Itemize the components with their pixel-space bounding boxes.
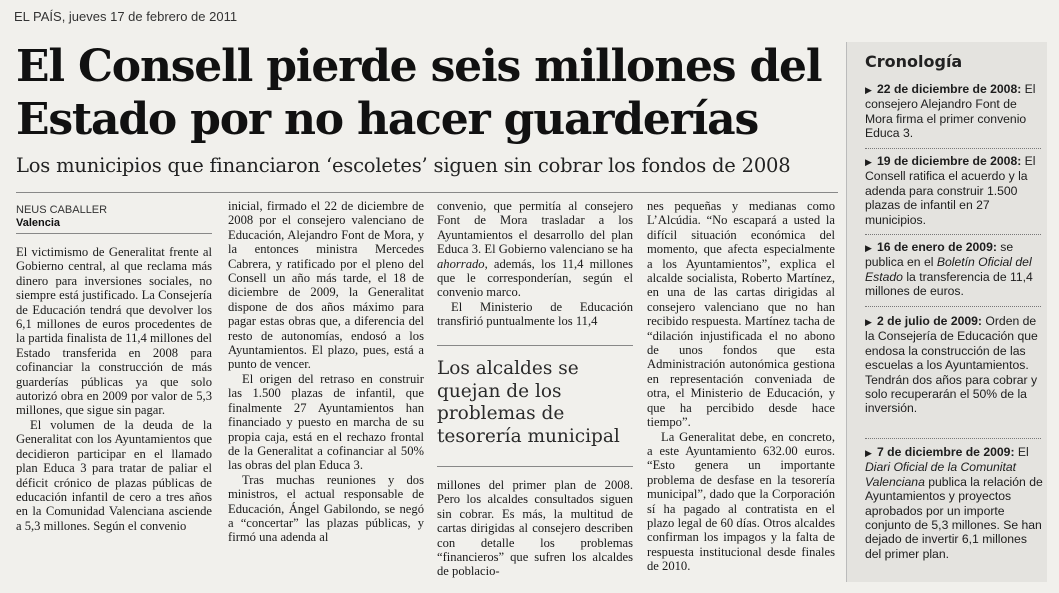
entry-date: 2 de julio de 2009: bbox=[877, 314, 982, 328]
subheadline: Los municipios que financiaron ‘escoletes’ siguen sin cobrar los fondos de 2008 bbox=[16, 154, 791, 177]
entry-divider bbox=[865, 148, 1041, 149]
article-column-3-top bbox=[437, 199, 633, 339]
chronology-entry bbox=[865, 445, 1043, 561]
paragraph: millones del primer plan de 2008. Pero los alcaldes consultados siguen sin cobrar. Es más, la multitud de cartas dirigidas al consejero describen con detalle los problemas “financieros” que sufren los alcaldes de poblacio- bbox=[437, 478, 633, 579]
paragraph: El Ministerio de Educación transfirió puntualmente los 11,4 bbox=[437, 299, 633, 329]
entry-text: Orden de la Consejería de Educación que endosa la construcción de las escuelas a los Ayuntamientos. Tendrán dos años para cobrar y solo recuperarán el 50% de la inversión. bbox=[865, 314, 1038, 416]
byline-location: Valencia bbox=[16, 217, 61, 229]
text-run: , además, los 11,4 millones que le corresponderían, según el convenio marco. bbox=[437, 256, 633, 300]
entry-divider bbox=[865, 306, 1041, 307]
entry-date: 16 de enero de 2009: bbox=[877, 240, 997, 254]
paragraph: inicial, firmado el 22 de diciembre de 2008 por el consejero valenciano de Educación, Alejandro Font de Mora, y la entonces ministra Mercedes Cabrera, y ratificado por el pleno del Consell un año más tarde, el 18 de diciembre de 2009, la Generalitat dispone de dos años máximo para pagar estas obras que, a diferencia del resto de autonomías, endosó a los Ayuntamientos. El plazo, pues, está a punto de vencer. bbox=[228, 199, 424, 372]
triangle-bullet-icon: ▶ bbox=[865, 243, 872, 253]
byline bbox=[16, 204, 107, 230]
chronology-entry bbox=[865, 240, 1043, 299]
byline-author: NEUS CABALLER bbox=[16, 204, 108, 216]
triangle-bullet-icon: ▶ bbox=[865, 85, 872, 95]
masthead-date: EL PAÍS, jueves 17 de febrero de 2011 bbox=[14, 9, 238, 24]
entry-divider bbox=[865, 234, 1041, 235]
entry-divider bbox=[865, 438, 1041, 439]
headline bbox=[16, 40, 836, 146]
chronology-entry bbox=[865, 154, 1043, 227]
triangle-bullet-icon: ▶ bbox=[865, 157, 872, 167]
entry-text: El consejero Alejandro Font de Mora firma el primer convenio Educa 3. bbox=[865, 82, 1036, 141]
paragraph: El volumen de la deuda de la Generalitat con los Ayuntamientos que decidieron participar en el llamado plan Educa 3 para tratar de paliar el déficit crónico de plazas públicas de educación infantil de cero a tres años en la Comunidad Valenciana asciende a 5,3 millones. Según el convenio bbox=[16, 417, 212, 533]
entry-date: 7 de diciembre de 2009: bbox=[877, 445, 1015, 459]
paragraph: El origen del retraso en construir las 1.500 plazas de infantil, que finalmente 27 Ayuntamientos han financiado y puesto en marcha de su propia caja, está en el rechazo frontal de la Generalitat a cofinanciar al 50% las obras del plan Educa 3. bbox=[228, 371, 424, 473]
entry-text-tail: publica la relación de Ayuntamientos y proyectos aprobados por un importe conjunto de 5,3 millones. Se han dejado de invertir 6,1 millones del primer plan. bbox=[865, 474, 1043, 561]
triangle-bullet-icon: ▶ bbox=[865, 448, 872, 458]
chronology-entry bbox=[865, 82, 1043, 141]
headline-line-1: El Consell pierde seis millones del bbox=[16, 41, 822, 92]
byline-divider bbox=[16, 233, 212, 234]
italic-word: ahorrado bbox=[437, 256, 485, 271]
pullquote-bottom-rule bbox=[437, 466, 633, 467]
article-column-2 bbox=[228, 199, 424, 585]
headline-line-2: Estado por no hacer guarderías bbox=[16, 94, 759, 145]
sidebar-title: Cronología bbox=[865, 52, 963, 71]
entry-text: El bbox=[1014, 445, 1029, 459]
paragraph bbox=[437, 199, 633, 300]
entry-text: El Consell ratifica el acuerdo y la adenda para construir 1.500 plazas de infantil en 27 municipios. bbox=[865, 154, 1036, 227]
article-column-4 bbox=[647, 199, 835, 585]
entry-text: se publica en el bbox=[865, 240, 1014, 270]
paragraph: Tras muchas reuniones y dos ministros, el actual responsable de Educación, Ángel Gabilondo, se negó a “concertar” las plazas públicas, y firmó una adenda al bbox=[228, 472, 424, 545]
entry-text-tail: la transferencia de 11,4 millones de euros. bbox=[865, 269, 1033, 299]
pullquote-top-rule bbox=[437, 345, 633, 346]
entry-date: 19 de diciembre de 2008: bbox=[877, 154, 1022, 168]
pullquote: Los alcaldes se quejan de los problemas de tesorería municipal bbox=[437, 358, 620, 447]
paragraph: nes pequeñas y medianas como L’Alcúdia. “No escapará a usted la difícil situación económica del momento, que afecta especialmente a los Ayuntamientos”, explica el alcalde socialista, Roberto Martínez, en una de las cartas dirigidas al consejero valenciano que no han recibido respuesta. Martínez tacha de “dilación injustificada el no abono de unos fondos que esta Administración autonómica gestiona en representación conveniada de otra, el Ministerio de Educación, y que ha percibido desde hace tiempo”. bbox=[647, 199, 835, 430]
article-column-1 bbox=[16, 245, 212, 585]
entry-italic: Diari Oficial de la Comunitat Valenciana bbox=[865, 460, 1017, 489]
text-run: convenio, que permitía al consejero Font de Mora trasladar a los Ayuntamientos el desarrollo del plan Educa 3. El Gobierno valenciano se ha bbox=[437, 199, 633, 257]
entry-date: 22 de diciembre de 2008: bbox=[877, 82, 1022, 96]
paragraph: La Generalitat debe, en concreto, a este Ayuntamiento 632.00 euros. “Esto genera un importante problema de desfase en la tesorería municipal”, dado que la Corporación sí ha pagado al contratista en el plazo legal de 60 días. Otros alcaldes confirman los impagos y la falta de respuesta institucional desde finales de 2010. bbox=[647, 429, 835, 574]
paragraph: El victimismo de Generalitat frente al Gobierno central, al que reclama más dinero para inversiones sociales, no siempre está justificado. La Consejería de Educación tendrá que devolver los 6,1 millones de euros procedentes de la partida finalista de 11,4 millones del Estado transferida en 2008 para cofinanciar la construcción de más guarderías públicas ya que solo autorizó obra en 2009 por valor de 5,3 millones, que sigue sin pagar. bbox=[16, 245, 212, 418]
entry-italic: Boletín Oficial del Estado bbox=[865, 255, 1032, 284]
chronology-sidebar bbox=[846, 42, 1047, 582]
article-column-3-bottom bbox=[437, 478, 633, 586]
chronology-entry bbox=[865, 314, 1043, 416]
triangle-bullet-icon: ▶ bbox=[865, 317, 872, 327]
subhead-divider bbox=[16, 192, 838, 193]
